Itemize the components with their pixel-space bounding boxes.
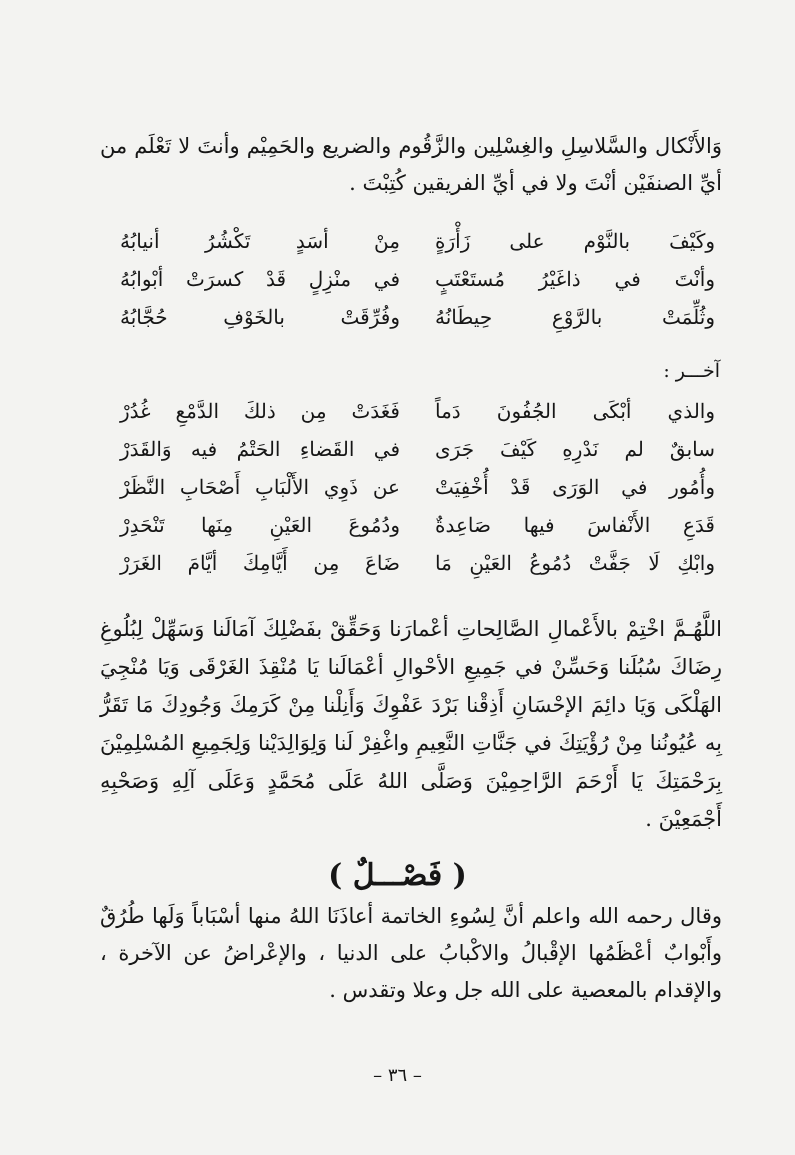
verse-hemistich-right: قَدَعِ الأَنْفاسَ فيها صَاعِدةٌ [435, 513, 715, 537]
verse-line [120, 222, 715, 260]
verse-hemistich-right: وكَيْفَ بالنَّوْم على زَأْرَةٍ [435, 229, 715, 253]
verse-hemistich-right: سابقٌ لم نَدْرِهِ كَيْفَ جَرَى [435, 437, 715, 461]
verse-hemistich-left: ضَاعَ مِن أَيَّامِكَ أيَّامَ الغَرَرْ [120, 551, 400, 575]
verse-hemistich-right: وابْكِ لَا جَفَّتْ دُمُوعُ العَيْنِ مَا [435, 551, 715, 575]
verse-block-2 [120, 392, 715, 582]
verse-hemistich-left: في منْزِلٍ قَدْ كسرَتْ أبْوابُهُ [120, 267, 400, 291]
verse-hemistich-right: والذي أبْكَى الجُفُونَ دَماً [435, 399, 715, 423]
intro-paragraph [100, 128, 722, 202]
intro-text: وَالأَنْكال والسَّلاسِلِ والغِسْلِين والزَّقُوم والضريع والحَمِيْم وأنتَ لا تَعْلَم من أيِّ الصنفَيْن أنْتَ ولا في أيِّ الفريقين كُتِبْتَ . [100, 134, 722, 195]
verse-hemistich-right: وأُمُور في الوَرَى قَدْ أُخْفِيَتْ [435, 475, 715, 499]
page-number: – ٣٦ – [373, 1065, 422, 1086]
verse-hemistich-right: وثُلِّمَتْ بالرَّوْعِ حِيطَانُهُ [435, 305, 715, 329]
verse-line [120, 392, 715, 430]
verse-hemistich-left: ودُمُوعَ العَيْنِ مِنَها تَنْحَدِرْ [120, 513, 400, 537]
section-text: وقال رحمه الله واعلم أنَّ لِسُوءِ الخاتمة أعاذَنَا اللهُ منها أسْبَاباً وَلَها طُرُقٌ وأَبْوابٌ أعْظَمُها الإقْبالُ والاكْبابُ على الدنيا ، والإعْراضُ عن الآخرة ، والإقدام بالمعصية على الله جل وعلا وتقدس . [100, 904, 722, 1002]
verse-hemistich-right: وأنْتَ في ذاغَيْرُ مُستَعْتَبٍ [435, 267, 715, 291]
verse-hemistich-left: عن ذَوِي الأَلْبَابِ أَصْحَابِ النَّظَرْ [120, 475, 400, 499]
verse-hemistich-left: فَغَدَتْ مِن ذلكَ الدَّمْعِ غُدُرْ [120, 399, 400, 423]
section-heading: ( فَصْـــلٌ ) [328, 858, 467, 893]
verse-hemistich-left: في القَضاءِ الحَتْمُ فيه وَالقَدَرْ [120, 437, 400, 461]
verse-hemistich-left: وفُرِّقَتْ بالخَوْفِ حُجَّابُهُ [120, 305, 400, 329]
verse-line [120, 298, 715, 336]
verse-line [120, 430, 715, 468]
verse-line [120, 506, 715, 544]
verse-line [120, 544, 715, 582]
verse-line [120, 468, 715, 506]
section-paragraph [100, 898, 722, 1009]
verse-line [120, 260, 715, 298]
section-label-other: آخـــر : [663, 360, 720, 382]
verse-block-1 [120, 222, 715, 336]
prayer-paragraph [100, 610, 722, 838]
verse-hemistich-left: مِنْ أسَدٍ تَكْشُرُ أنيابُهُ [120, 229, 400, 253]
prayer-text: اللَّهُـمَّ اخْتِمْ بالأَعْمالِ الصَّالِحاتِ أعْمارَنا وَحَقِّقْ بفَضْلِكَ آمَالَنا وَسَهِّلْ لِبُلُوغِ رِضَاكَ سُبُلَنا وَحَسِّنْ في جَمِيعِ الأحْوالِ أعْمَالَنا يَا مُنْقِذَ الغَرْقَى وَيَا مُنْجِيَ الهَلْكَى وَيَا دائِمَ الإحْسَانِ أَذِقْنا بَرْدَ عَفْوِكَ وَأَنِلْنا مِنْ كَرَمِكَ وَجُودِكَ مَا تَقَرُّ بِه عُيُونُنا مِنْ رُؤْيَتِكَ في جَنَّاتِ النَّعِيمِ واغْفِرْ لَنا وَلِوَالِدَيْنا وَلِجَمِيعِ المُسْلِمِيْنَ بِرَحْمَتِكَ يَا أَرْحَمَ الرَّاحِمِيْنَ وَصَلَّى اللهُ عَلَى مُحَمَّدٍ وَعَلَى آلِهِ وَصَحْبِهِ أَجْمَعِيْنَ . [100, 617, 722, 831]
